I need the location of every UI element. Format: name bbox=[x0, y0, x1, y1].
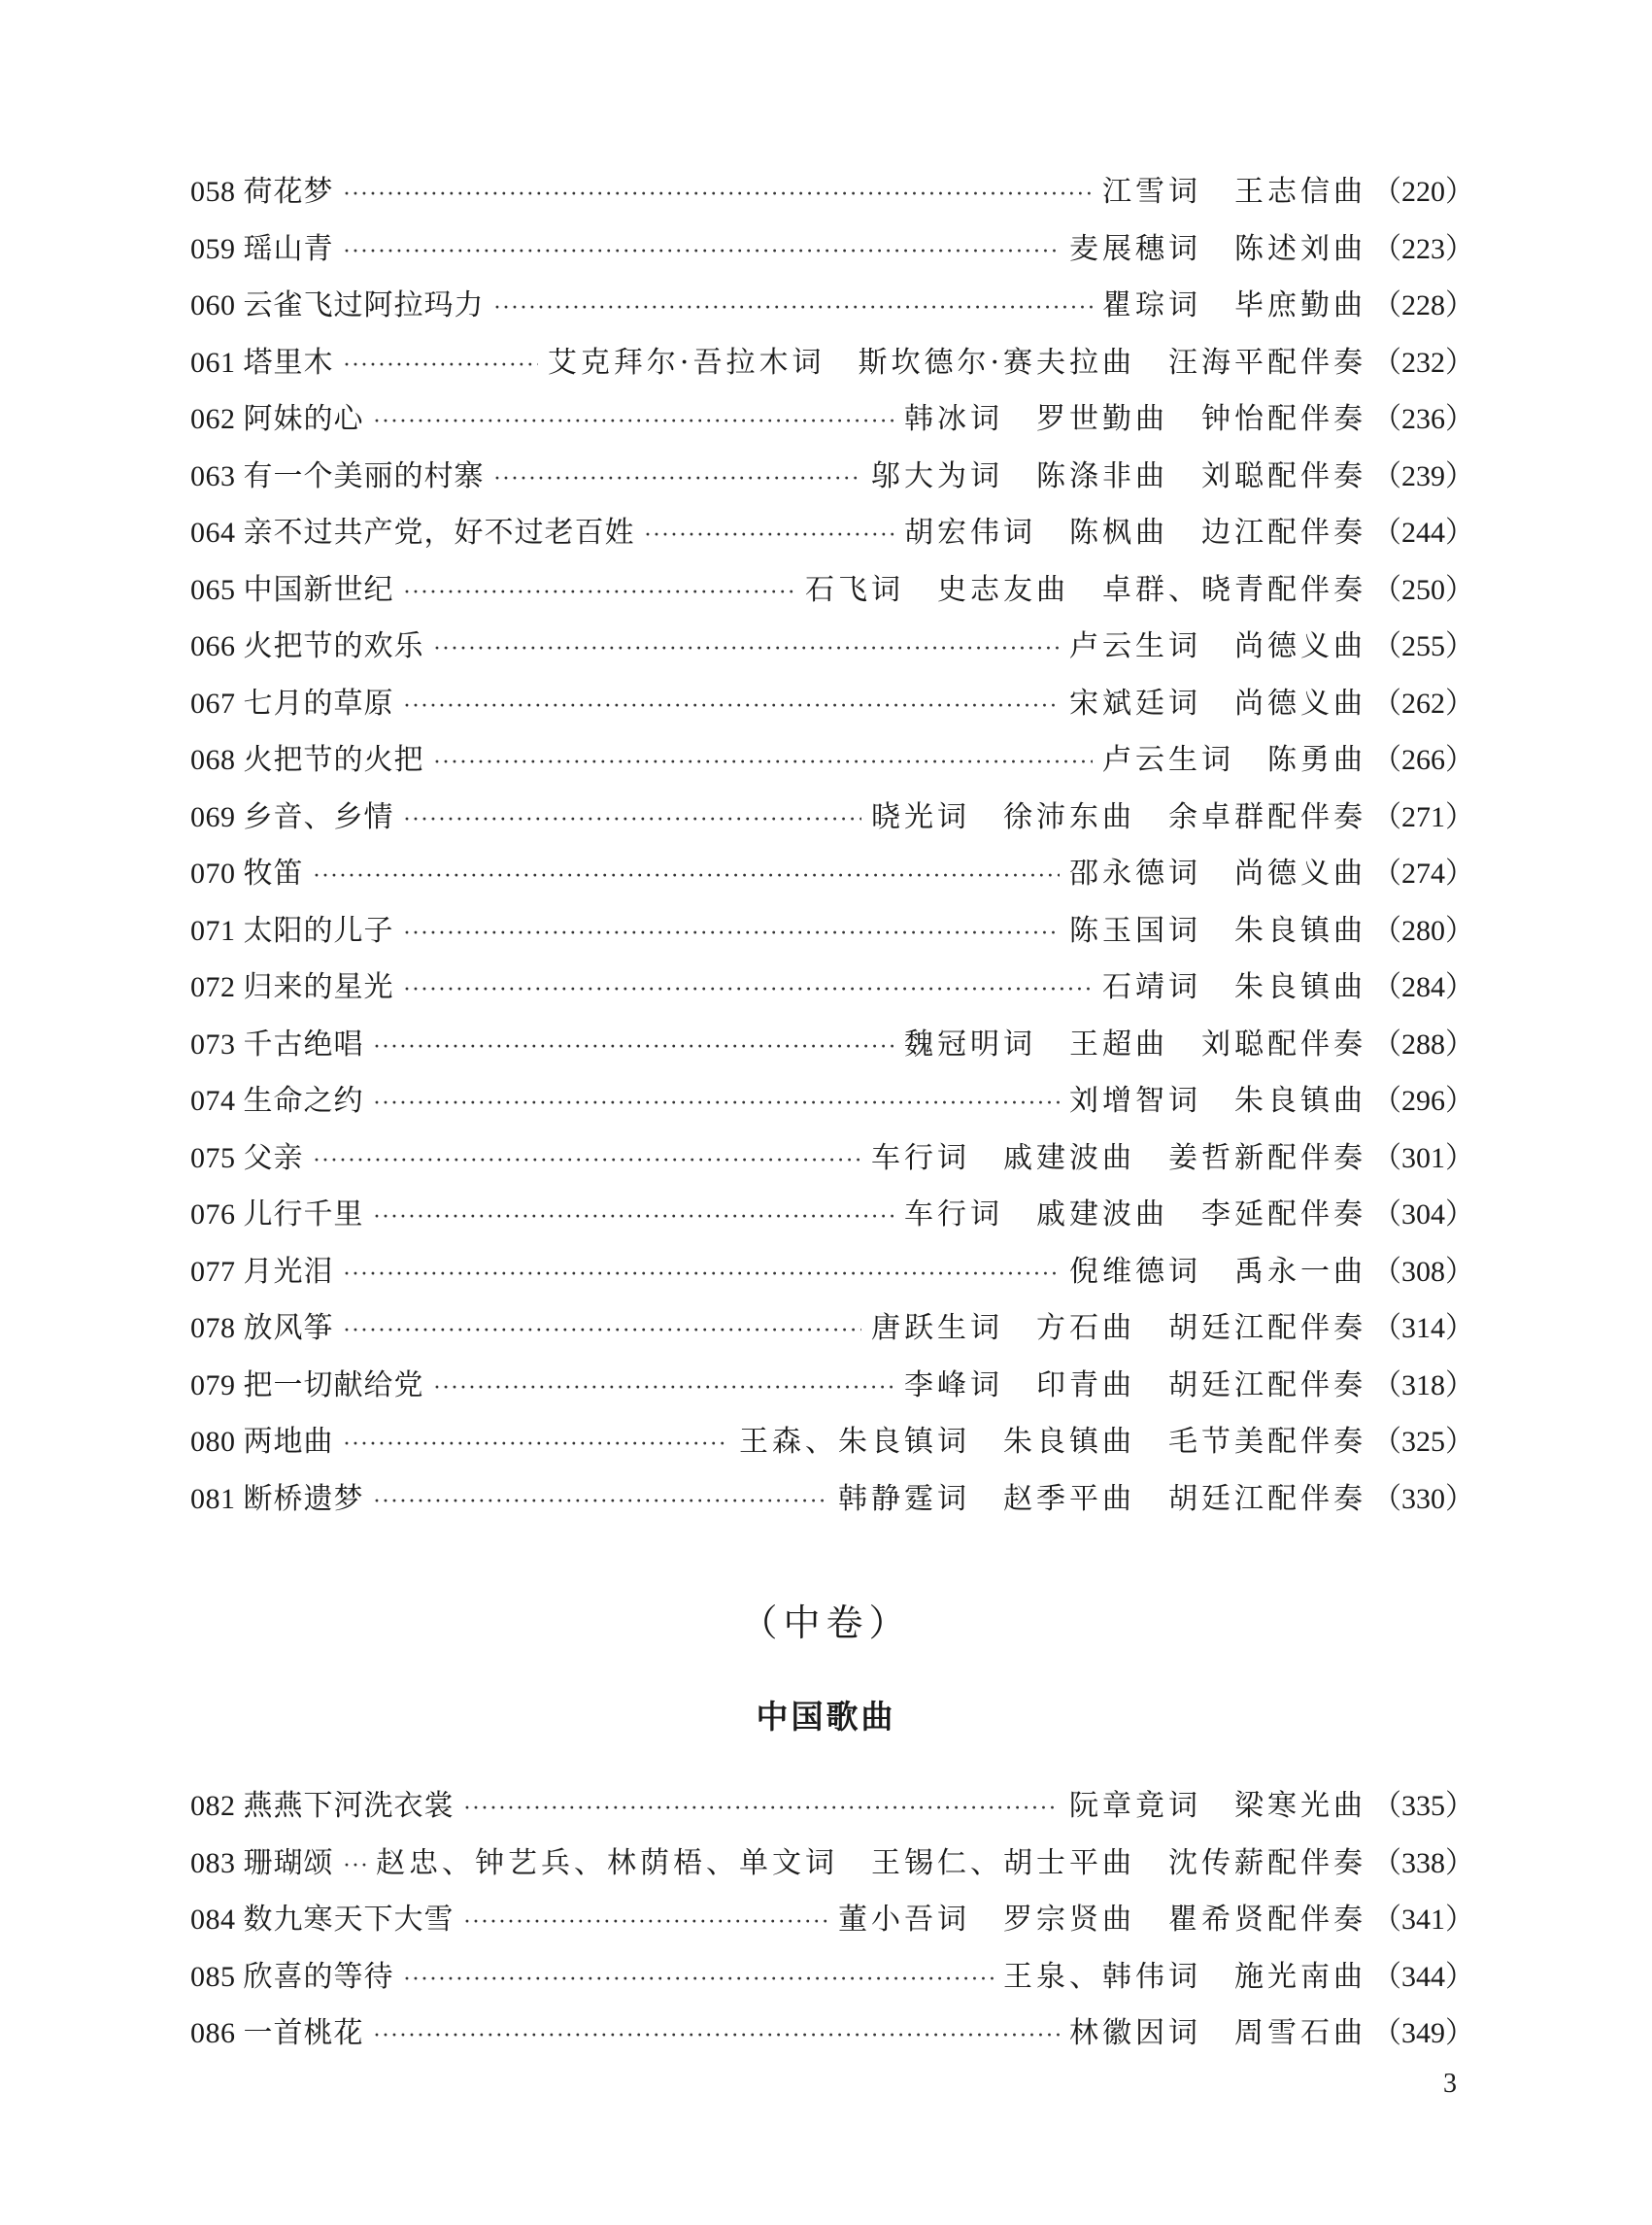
toc-entry-title: 阿妹的心 bbox=[243, 402, 364, 436]
toc-entry-page: （338） bbox=[1372, 1846, 1474, 1879]
toc-entry-credits: 李峰词 印青曲 胡廷江配伴奏 bbox=[904, 1367, 1366, 1402]
toc-entry[interactable] bbox=[190, 281, 1474, 338]
toc-entry-page: （341） bbox=[1372, 1904, 1474, 1936]
toc-leader-dots bbox=[404, 694, 1061, 719]
toc-entry-credits: 王泉、韩伟词 施光南曲 bbox=[1003, 1959, 1366, 1994]
toc-leader-dots bbox=[344, 240, 1061, 264]
toc-entry-credits: 石靖词 朱良镇曲 bbox=[1102, 970, 1366, 1004]
toc-entry[interactable] bbox=[190, 224, 1474, 282]
toc-entry-page: （304） bbox=[1372, 1198, 1474, 1230]
toc-leader-dots bbox=[645, 523, 895, 548]
toc-entry-title: 断桥遗梦 bbox=[243, 1481, 364, 1516]
toc-entry-title: 火把节的欢乐 bbox=[243, 629, 424, 663]
toc-entry-credits: 唐跃生词 方石曲 胡廷江配伴奏 bbox=[871, 1311, 1366, 1345]
toc-entry-number: 075 bbox=[190, 1141, 236, 1174]
toc-entry[interactable] bbox=[190, 167, 1474, 224]
toc-leader-dots bbox=[434, 637, 1061, 661]
toc-entry-page: （335） bbox=[1372, 1790, 1474, 1822]
toc-entry-number: 070 bbox=[190, 858, 236, 890]
toc-entry-page: （255） bbox=[1372, 630, 1474, 662]
toc-entry-credits: 卢云生词 尚德义曲 bbox=[1069, 629, 1366, 663]
toc-entry-page: （266） bbox=[1372, 744, 1474, 776]
toc-entry-page: （228） bbox=[1372, 289, 1474, 321]
toc-entry-title: 有一个美丽的村寨 bbox=[243, 458, 485, 493]
toc-leader-dots bbox=[464, 1910, 829, 1935]
toc-entry-credits: 王森、朱良镇词 朱良镇曲 毛节美配伴奏 bbox=[739, 1425, 1366, 1459]
toc-entry[interactable] bbox=[190, 1417, 1474, 1474]
toc-entry[interactable] bbox=[190, 2008, 1474, 2066]
toc-leader-dots bbox=[494, 467, 862, 491]
toc-entry-credits: 江雪词 王志信曲 bbox=[1102, 175, 1366, 209]
toc-entry[interactable] bbox=[190, 849, 1474, 906]
toc-entry[interactable] bbox=[190, 1190, 1474, 1247]
page-number: 3 bbox=[1443, 2069, 1457, 2099]
toc-entry-number: 071 bbox=[190, 914, 236, 947]
toc-entry-title: 生命之约 bbox=[243, 1084, 364, 1118]
toc-entry[interactable] bbox=[190, 622, 1474, 679]
toc-entry-title: 欣喜的等待 bbox=[243, 1959, 394, 1994]
toc-leader-dots bbox=[494, 296, 1094, 320]
toc-leader-dots bbox=[404, 922, 1061, 946]
toc-entry-number: 084 bbox=[190, 1904, 236, 1936]
toc-entry-title: 云雀飞过阿拉玛力 bbox=[243, 288, 485, 322]
toc-entry[interactable] bbox=[190, 792, 1474, 850]
toc-leader-dots bbox=[434, 1376, 895, 1400]
toc-entry[interactable] bbox=[190, 1838, 1474, 1896]
toc-entry-title: 太阳的儿子 bbox=[243, 913, 394, 948]
toc-entry-page: （325） bbox=[1372, 1426, 1474, 1458]
toc-leader-dots bbox=[464, 1797, 1061, 1821]
toc-entry-number: 066 bbox=[190, 630, 236, 662]
toc-leader-dots bbox=[344, 1319, 862, 1343]
toc-entry-title: 塔里木 bbox=[243, 345, 334, 380]
toc-entry-number: 085 bbox=[190, 1960, 236, 1993]
toc-entry-credits: 韩静霆词 赵季平曲 胡廷江配伴奏 bbox=[838, 1481, 1366, 1516]
toc-entry[interactable] bbox=[190, 1361, 1474, 1418]
toc-leader-dots bbox=[404, 1968, 995, 1992]
toc-entry-number: 059 bbox=[190, 232, 236, 265]
toc-entry-credits: 瞿琮词 毕庶勤曲 bbox=[1102, 288, 1366, 322]
toc-entry-credits: 卢云生词 陈勇曲 bbox=[1102, 743, 1366, 777]
toc-entry-title: 把一切献给党 bbox=[243, 1367, 424, 1402]
toc-entry-credits: 艾克拜尔·吾拉木词 斯坎德尔·赛夫拉曲 汪海平配伴奏 bbox=[547, 345, 1366, 380]
toc-entry-credits: 韩冰词 罗世勤曲 钟怡配伴奏 bbox=[904, 402, 1366, 436]
toc-entry[interactable] bbox=[190, 508, 1474, 565]
toc-entry-credits: 晓光词 徐沛东曲 余卓群配伴奏 bbox=[871, 799, 1366, 834]
toc-entry-page: （284） bbox=[1372, 971, 1474, 1003]
toc-entry-number: 082 bbox=[190, 1790, 236, 1822]
toc-entry-title: 珊瑚颂 bbox=[243, 1845, 334, 1880]
toc-entry-number: 086 bbox=[190, 2017, 236, 2049]
toc-leader-dots bbox=[344, 1854, 367, 1878]
toc-entry[interactable] bbox=[190, 735, 1474, 792]
toc-entry-credits: 魏冠明词 王超曲 刘聪配伴奏 bbox=[904, 1027, 1366, 1062]
toc-entry-number: 078 bbox=[190, 1312, 236, 1344]
toc-entry-credits: 车行词 戚建波曲 姜哲新配伴奏 bbox=[871, 1140, 1366, 1175]
toc-entry-number: 081 bbox=[190, 1482, 236, 1515]
toc-entry-credits: 阮章竟词 梁寒光曲 bbox=[1069, 1789, 1366, 1823]
toc-leader-dots bbox=[314, 864, 1061, 889]
toc-entry-number: 062 bbox=[190, 403, 236, 435]
toc-entry[interactable] bbox=[190, 679, 1474, 736]
toc-entry-page: （236） bbox=[1372, 403, 1474, 435]
toc-entry[interactable] bbox=[190, 1474, 1474, 1532]
toc-leader-dots bbox=[404, 581, 796, 605]
toc-entry-page: （223） bbox=[1372, 232, 1474, 265]
toc-entry-page: （239） bbox=[1372, 459, 1474, 492]
toc-entry-credits: 邬大为词 陈涤非曲 刘聪配伴奏 bbox=[871, 458, 1366, 493]
toc-entry-title: 月光泪 bbox=[243, 1254, 334, 1289]
toc-entry-number: 061 bbox=[190, 346, 236, 379]
toc-entry-page: （314） bbox=[1372, 1312, 1474, 1344]
toc-entry-page: （344） bbox=[1372, 1960, 1474, 1993]
toc-entry-title: 荷花梦 bbox=[243, 175, 334, 209]
toc-entry-number: 073 bbox=[190, 1028, 236, 1061]
toc-entry-title: 数九寒天下大雪 bbox=[243, 1903, 455, 1937]
toc-entry[interactable] bbox=[190, 906, 1474, 963]
toc-entry-title: 牧笛 bbox=[243, 857, 304, 891]
toc-entry[interactable] bbox=[190, 394, 1474, 452]
toc-list-upper bbox=[190, 167, 1474, 1531]
toc-entry-page: （274） bbox=[1372, 858, 1474, 890]
toc-leader-dots bbox=[344, 183, 1094, 207]
toc-entry-title: 燕燕下河洗衣裳 bbox=[243, 1789, 455, 1823]
toc-leader-dots bbox=[404, 808, 862, 832]
category-heading: 中国歌曲 bbox=[756, 1698, 896, 1736]
toc-entry-number: 058 bbox=[190, 176, 236, 208]
toc-entry-page: （220） bbox=[1372, 176, 1474, 208]
toc-entry-page: （318） bbox=[1372, 1368, 1474, 1401]
toc-entry-page: （288） bbox=[1372, 1028, 1474, 1061]
toc-entry[interactable] bbox=[190, 1895, 1474, 1952]
toc-entry-number: 076 bbox=[190, 1198, 236, 1230]
toc-entry-title: 七月的草原 bbox=[243, 686, 394, 721]
toc-entry-page: （262） bbox=[1372, 687, 1474, 720]
toc-entry-credits: 倪维德词 禹永一曲 bbox=[1069, 1254, 1366, 1289]
toc-leader-dots bbox=[374, 1035, 895, 1060]
toc-leader-dots bbox=[344, 1263, 1061, 1287]
toc-leader-dots bbox=[344, 354, 538, 378]
toc-entry-number: 064 bbox=[190, 517, 236, 549]
toc-entry-credits: 麦展穗词 陈述刘曲 bbox=[1069, 231, 1366, 266]
toc-entry-page: （349） bbox=[1372, 2017, 1474, 2049]
toc-entry-title: 中国新世纪 bbox=[243, 572, 394, 607]
toc-leader-dots bbox=[374, 1490, 829, 1514]
toc-entry-number: 065 bbox=[190, 573, 236, 606]
toc-entry-number: 063 bbox=[190, 459, 236, 492]
toc-entry-credits: 林徽因词 周雪石曲 bbox=[1069, 2016, 1366, 2050]
toc-leader-dots bbox=[314, 1149, 862, 1173]
toc-entry-page: （280） bbox=[1372, 914, 1474, 947]
toc-leader-dots bbox=[374, 410, 895, 434]
toc-entry-number: 068 bbox=[190, 744, 236, 776]
toc-entry[interactable] bbox=[190, 1133, 1474, 1191]
toc-entry-credits: 车行词 戚建波曲 李延配伴奏 bbox=[904, 1197, 1366, 1231]
toc-leader-dots bbox=[434, 751, 1094, 775]
toc-entry[interactable] bbox=[190, 565, 1474, 623]
toc-entry[interactable] bbox=[190, 452, 1474, 509]
toc-entry-title: 两地曲 bbox=[243, 1425, 334, 1459]
toc-entry-page: （296） bbox=[1372, 1085, 1474, 1117]
toc-entry-title: 火把节的火把 bbox=[243, 743, 424, 777]
toc-entry-title: 乡音、乡情 bbox=[243, 799, 394, 834]
toc-entry-title: 父亲 bbox=[243, 1140, 304, 1175]
toc-entry-credits: 陈玉国词 朱良镇曲 bbox=[1069, 913, 1366, 948]
toc-entry-number: 079 bbox=[190, 1368, 236, 1401]
toc-entry-title: 一首桃花 bbox=[243, 2016, 364, 2050]
toc-entry-title: 放风筝 bbox=[243, 1311, 334, 1345]
toc-entry[interactable] bbox=[190, 1076, 1474, 1133]
toc-entry[interactable] bbox=[190, 1952, 1474, 2009]
toc-entry-number: 083 bbox=[190, 1846, 236, 1879]
toc-entry-page: （308） bbox=[1372, 1255, 1474, 1288]
volume-heading: （中卷） bbox=[740, 1601, 912, 1644]
toc-entry-title: 瑶山青 bbox=[243, 231, 334, 266]
toc-entry[interactable] bbox=[190, 1303, 1474, 1361]
toc-list-lower bbox=[190, 1781, 1474, 2066]
toc-entry[interactable] bbox=[190, 1781, 1474, 1838]
toc-leader-dots bbox=[344, 1433, 730, 1457]
toc-entry-credits: 石飞词 史志友曲 卓群、晓青配伴奏 bbox=[805, 572, 1366, 607]
toc-entry-title: 儿行千里 bbox=[243, 1197, 364, 1231]
toc-leader-dots bbox=[374, 1205, 895, 1230]
toc-entry-page: （301） bbox=[1372, 1141, 1474, 1174]
toc-entry-title: 归来的星光 bbox=[243, 970, 394, 1004]
toc-entry-number: 067 bbox=[190, 687, 236, 720]
toc-entry-credits: 宋斌廷词 尚德义曲 bbox=[1069, 686, 1366, 721]
toc-entry-page: （250） bbox=[1372, 573, 1474, 606]
toc-entry-page: （244） bbox=[1372, 517, 1474, 549]
toc-entry-page: （330） bbox=[1372, 1482, 1474, 1515]
toc-leader-dots bbox=[404, 978, 1094, 1002]
toc-entry-title: 千古绝唱 bbox=[243, 1027, 364, 1062]
toc-entry-credits: 董小吾词 罗宗贤曲 瞿希贤配伴奏 bbox=[838, 1903, 1366, 1937]
toc-entry-credits: 胡宏伟词 陈枫曲 边江配伴奏 bbox=[904, 516, 1366, 550]
toc-entry[interactable] bbox=[190, 1020, 1474, 1077]
toc-entry-credits: 刘增智词 朱良镇曲 bbox=[1069, 1084, 1366, 1118]
toc-entry-title: 亲不过共产党，好不过老百姓 bbox=[243, 516, 635, 550]
toc-entry-number: 074 bbox=[190, 1085, 236, 1117]
toc-entry-number: 060 bbox=[190, 289, 236, 321]
toc-leader-dots bbox=[374, 1092, 1061, 1116]
toc-entry-number: 077 bbox=[190, 1255, 236, 1288]
toc-entry-number: 080 bbox=[190, 1426, 236, 1458]
toc-entry-page: （232） bbox=[1372, 346, 1474, 379]
toc-entry-page: （271） bbox=[1372, 800, 1474, 833]
toc-entry-number: 072 bbox=[190, 971, 236, 1003]
toc-entry-number: 069 bbox=[190, 800, 236, 833]
toc-entry-credits: 邵永德词 尚德义曲 bbox=[1069, 857, 1366, 891]
toc-entry[interactable] bbox=[190, 1247, 1474, 1304]
toc-leader-dots bbox=[374, 2024, 1061, 2048]
toc-entry-credits: 赵忠、钟艺兵、林荫梧、单文词 王锡仁、胡士平曲 沈传薪配伴奏 bbox=[376, 1845, 1366, 1880]
toc-entry[interactable] bbox=[190, 338, 1474, 395]
toc-entry[interactable] bbox=[190, 962, 1474, 1020]
